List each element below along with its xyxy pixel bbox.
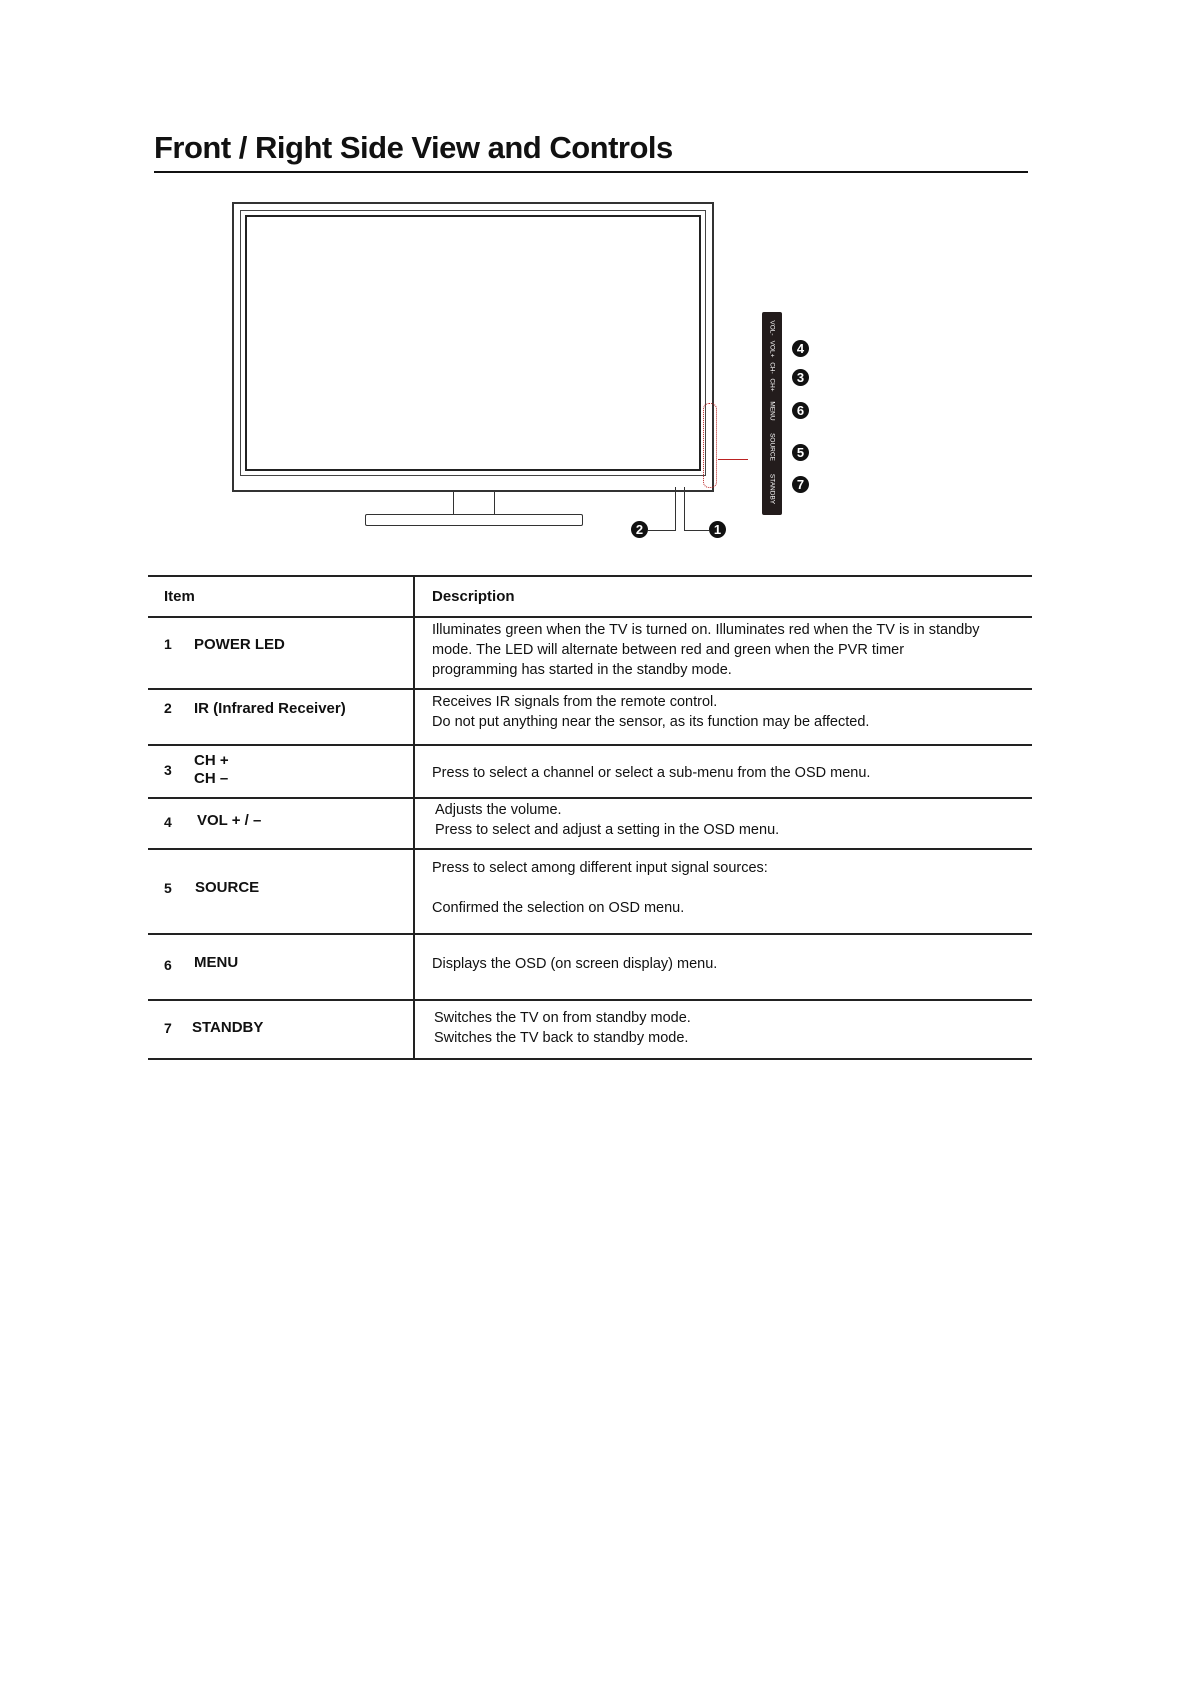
callout-badge: 7 — [792, 476, 809, 493]
callout-badge: 2 — [631, 521, 648, 538]
tv-stand-neck — [453, 492, 495, 515]
item-number: 3 — [164, 762, 172, 778]
header-description: Description — [432, 588, 515, 605]
tv-stand-base — [365, 514, 583, 526]
item-name: CH + — [194, 752, 229, 769]
item-name: SOURCE — [195, 879, 260, 896]
tv-frame — [232, 202, 714, 492]
item-number: 5 — [164, 880, 172, 896]
item-number: 7 — [164, 1020, 172, 1036]
panel-label: MENU — [768, 401, 776, 421]
callout-badge: 5 — [792, 444, 809, 461]
panel-label: CH- — [768, 362, 776, 374]
item-name: STANDBY — [192, 1019, 264, 1036]
callout-badge: 4 — [792, 340, 809, 357]
item-description: Adjusts the volume. Press to select and adjust a setting in the OSD menu. — [435, 802, 780, 838]
title-underline — [154, 171, 1028, 173]
item-description: Press to select among different input signal sources: Confirmed the selection on OSD menu. — [432, 860, 768, 916]
highlight-leader — [718, 459, 748, 460]
item-description: Displays the OSD (on screen display) menu. — [432, 956, 718, 972]
side-control-panel — [762, 312, 782, 515]
item-number: 4 — [164, 814, 172, 830]
panel-label: CH+ — [768, 378, 776, 392]
page-title: Front / Right Side View and Controls — [154, 130, 673, 165]
item-description: Illuminates green when the TV is turned on. Illuminates red when the TV is in standby mode. The LED will alternate between red and green when the PVR timer programming has started in the standby mode. — [432, 622, 980, 678]
callout-badge: 6 — [792, 402, 809, 419]
item-description: Switches the TV on from standby mode. Switches the TV back to standby mode. — [434, 1010, 691, 1046]
callout-badge: 1 — [709, 521, 726, 538]
callout-badge: 3 — [792, 369, 809, 386]
tv-screen — [245, 215, 701, 471]
item-name: MENU — [194, 954, 239, 971]
panel-label: SOURCE — [768, 433, 776, 461]
header-item: Item — [164, 588, 195, 605]
item-name: POWER LED — [194, 636, 285, 653]
panel-label: STANDBY — [768, 473, 776, 505]
panel-label: VOL- — [768, 320, 776, 336]
item-number: 1 — [164, 636, 172, 652]
item-number: 6 — [164, 957, 172, 973]
item-name: VOL + / – — [197, 812, 262, 829]
item-name: CH – — [194, 770, 229, 787]
item-description: Press to select a channel or select a sub-menu from the OSD menu. — [432, 765, 871, 781]
item-description: Receives IR signals from the remote control. Do not put anything near the sensor, as its function may be affected. — [432, 694, 870, 730]
panel-label: VOL+ — [768, 340, 776, 358]
item-name: IR (Infrared Receiver) — [194, 700, 346, 717]
side-controls-highlight — [703, 403, 717, 488]
item-number: 2 — [164, 700, 172, 716]
